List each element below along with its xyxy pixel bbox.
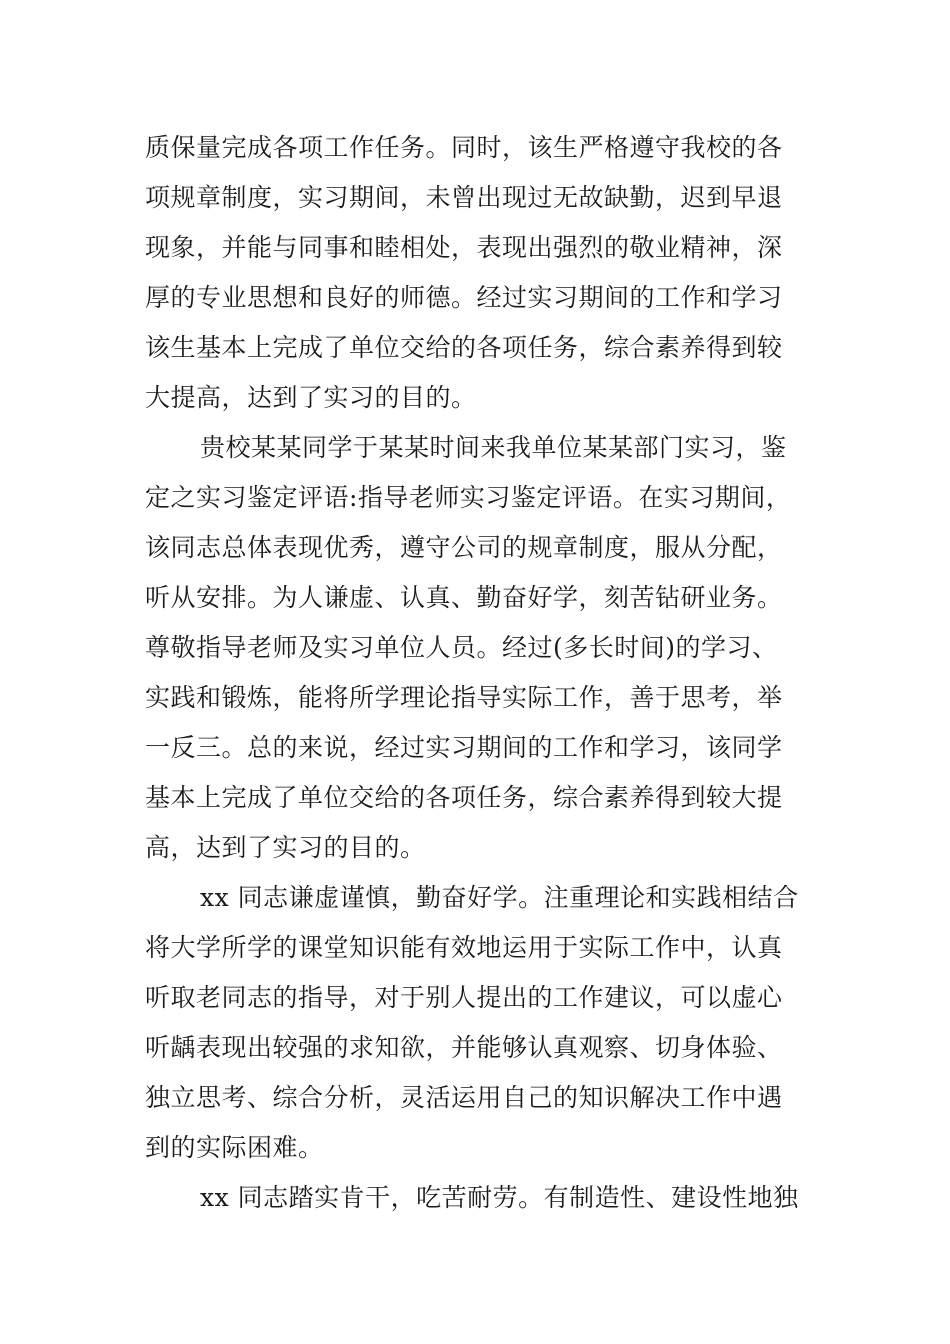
text-line: 听龋表现出较强的求知欲，并能够认真观察、切身体验、 bbox=[145, 1033, 783, 1062]
text-line: 到的实际困难。 bbox=[145, 1133, 324, 1162]
text-line: 将大学所学的课堂知识能有效地运用于实际工作中，认真 bbox=[145, 933, 783, 962]
text-line: xx 同志踏实肯干，吃苦耐劳。有制造性、建设性地独 bbox=[200, 1183, 799, 1212]
paragraph-2 bbox=[145, 428, 810, 878]
text-line: 贵校某某同学于某某时间来我单位某某部门实习，鉴 bbox=[200, 433, 787, 462]
text-line: 实践和锻炼，能将所学理论指导实际工作，善于思考，举 bbox=[145, 683, 783, 712]
text-line: 尊敬指导老师及实习单位人员。经过(多长时间)的学习、 bbox=[145, 633, 778, 662]
text-line: 听从安排。为人谦虚、认真、勤奋好学，刻苦钻研业务。 bbox=[145, 583, 783, 612]
text-line: 项规章制度，实习期间，未曾出现过无故缺勤，迟到早退 bbox=[145, 183, 783, 212]
text-line: 基本上完成了单位交给的各项任务，综合素养得到较大提 bbox=[145, 783, 783, 812]
text-line: 一反三。总的来说，经过实习期间的工作和学习，该同学 bbox=[145, 733, 783, 762]
text-line: 该生基本上完成了单位交给的各项任务，综合素养得到较 bbox=[145, 333, 783, 362]
text-line: 该同志总体表现优秀，遵守公司的规章制度，服从分配， bbox=[145, 533, 783, 562]
text-line: 定之实习鉴定评语:指导老师实习鉴定评语。在实习期间， bbox=[145, 483, 792, 512]
text-line: 高，达到了实习的目的。 bbox=[145, 833, 426, 862]
text-line: 现象，并能与同事和睦相处，表现出强烈的敬业精神，深 bbox=[145, 233, 783, 262]
text-line: 质保量完成各项工作任务。同时，该生严格遵守我校的各 bbox=[145, 133, 783, 162]
body-text bbox=[145, 128, 810, 1228]
text-line: 厚的专业思想和良好的师德。经过实习期间的工作和学习 bbox=[145, 283, 783, 312]
paragraph-3 bbox=[145, 878, 810, 1178]
paragraph-1 bbox=[145, 128, 810, 428]
text-line: xx 同志谦虚谨慎，勤奋好学。注重理论和实践相结合 bbox=[200, 883, 799, 912]
paragraph-4 bbox=[145, 1178, 810, 1228]
text-line: 独立思考、综合分析，灵活运用自己的知识解决工作中遇 bbox=[145, 1083, 783, 1112]
text-line: 大提高，达到了实习的目的。 bbox=[145, 383, 477, 412]
text-line: 听取老同志的指导，对于别人提出的工作建议，可以虚心 bbox=[145, 983, 783, 1012]
